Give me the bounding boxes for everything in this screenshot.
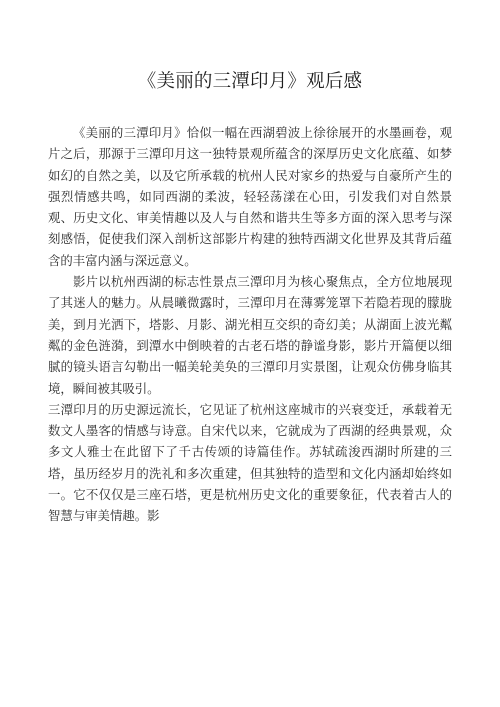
document-body	[48, 122, 452, 527]
paragraph-intro: 《美丽的三潭印月》恰似一幅在西湖碧波上徐徐展开的水墨画卷，观片之后，那源于三潭印月这一独特景观所蕴含的深厚历史文化底蕴、如梦如幻的自然之美，以及它所承载的杭州人民对家乡的热爱与自豪所产生的强烈情感共鸣，如同西湖的柔波，轻轻荡漾在心田，引发我们对自然景观、历史文化、审美情趣以及人与自然和谐共生等多方面的深入思考与深刻感悟，促使我们深入剖析这部影片构建的独特西湖文化世界及其背后蕴含的丰富内涵与深远意义。	[48, 125, 452, 268]
document-title: 《美丽的三潭印月》观后感	[137, 71, 363, 92]
paragraph-history: 三潭印月的历史源远流长，它见证了杭州这座城市的兴衰变迁，承载着无数文人墨客的情感与诗意。自宋代以来，它就成为了西湖的经典景观，众多文人雅士在此留下了千古传颂的诗篇佳作。苏轼疏浚西湖时所建的三塔，虽历经岁月的洗礼和多次重建，但其独特的造型和文化内涵却始终如一。它不仅仅是三座石塔，更是杭州历史文化的重要象征，代表着古人的智慧与审美情趣。影	[48, 401, 452, 524]
paragraph-scenery: 影片以杭州西湖的标志性景点三潭印月为核心聚焦点，全方位地展现了其迷人的魅力。从晨曦微露时，三潭印月在薄雾笼罩下若隐若现的朦胧美，到月光洒下，塔影、月影、湖光相互交织的奇幻美；从湖面上波光粼粼的金色涟漪，到潭水中倒映着的古老石塔的静谧身影，影片开篇便以细腻的镜头语言勾勒出一幅美轮美奂的三潭印月实景图，让观众仿佛身临其境，瞬间被其吸引。	[48, 274, 452, 396]
